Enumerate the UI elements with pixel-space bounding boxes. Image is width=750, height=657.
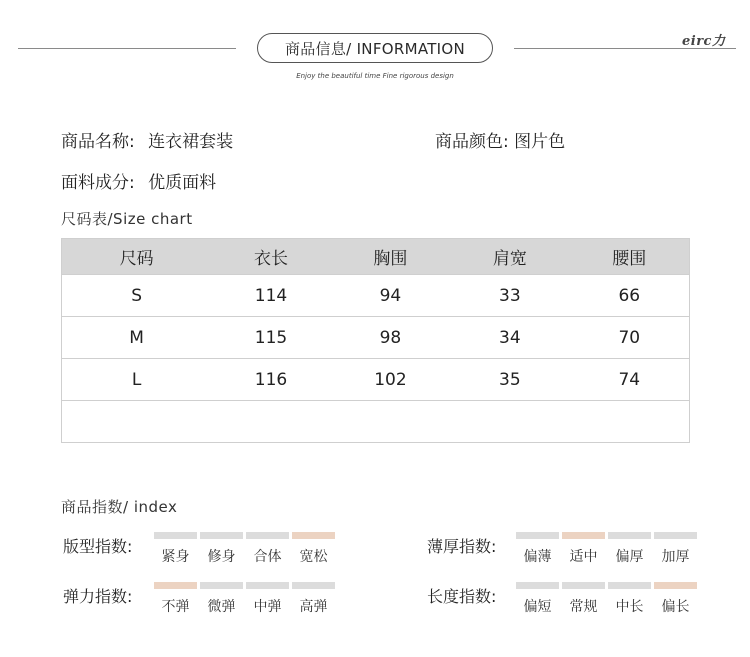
header-divider-left: [18, 48, 236, 49]
fit-index-option: [246, 532, 289, 566]
elasticity-index-option: [200, 582, 243, 616]
tagline: Enjoy the beautiful time Fine rigorous design: [296, 72, 454, 80]
table-cell: 102: [374, 369, 407, 390]
length-index-option: [516, 582, 559, 616]
length-index-option: [562, 582, 605, 616]
length-index-option: [654, 582, 697, 616]
thickness-index-label: 薄厚指数:: [427, 537, 497, 556]
thickness-index-option: [516, 532, 559, 566]
section-title: 商品信息/ INFORMATION: [284, 39, 466, 58]
table-row-empty: [62, 400, 689, 442]
elasticity-index-bar: [246, 582, 289, 589]
table-header-cell: 衣长: [253, 249, 288, 269]
table-header-cell: 腰围: [612, 249, 647, 269]
table-cell: 114: [254, 285, 288, 306]
fit-index-option: [292, 532, 335, 566]
elasticity-index-label: 弹力指数:: [63, 587, 133, 606]
table-cell: 94: [379, 285, 402, 306]
table-cell: M: [129, 327, 144, 348]
length-index-bar: [654, 582, 697, 589]
thickness-index-option: [562, 532, 605, 566]
table-row: [62, 316, 689, 358]
thickness-index-option-label: 适中: [569, 549, 598, 565]
product-name-row: [61, 127, 233, 152]
product-color-row: [435, 127, 565, 152]
length-index-bar: [608, 582, 651, 589]
fabric-row: [61, 168, 216, 193]
fit-index-bar: [154, 532, 197, 539]
thickness-index-option: [654, 532, 697, 566]
elasticity-index-bar: [292, 582, 335, 589]
length-index-option-label: 常规: [569, 599, 598, 615]
length-index-option-label: 偏长: [661, 599, 690, 615]
product-name-value: 连衣裙套装: [148, 132, 234, 152]
size-chart-title: 尺码表/Size chart: [61, 210, 193, 228]
elasticity-index-option-label: 不弹: [161, 599, 190, 615]
product-name-label: 商品名称:: [61, 132, 135, 152]
length-index-option: [608, 582, 651, 616]
elasticity-index-option-label: 高弹: [299, 599, 328, 615]
length-index-option-label: 偏短: [523, 599, 552, 615]
table-cell: 115: [254, 327, 288, 348]
table-cell: S: [131, 285, 143, 306]
elasticity-index-option-label: 微弹: [207, 599, 236, 615]
elasticity-index-option-label: 中弹: [253, 599, 282, 615]
fit-index-option-label: 紧身: [161, 549, 190, 565]
elasticity-index-bar: [200, 582, 243, 589]
length-index-bar: [516, 582, 559, 589]
table-cell: 98: [379, 327, 402, 348]
table-cell: 35: [499, 369, 521, 390]
section-title-pill: [257, 33, 493, 63]
fabric-value: 优质面料: [148, 173, 217, 193]
table-cell: 70: [618, 327, 641, 348]
fit-index-option: [154, 532, 197, 566]
brand-logo: eirc力: [682, 34, 726, 49]
fit-index-bar: [200, 532, 243, 539]
thickness-index-option-label: 加厚: [661, 549, 690, 565]
fit-index-bar: [292, 532, 335, 539]
size-table: [61, 238, 690, 443]
table-cell: 34: [499, 327, 521, 348]
length-index-label: 长度指数:: [427, 587, 497, 606]
thickness-index-bar: [562, 532, 605, 539]
table-cell: L: [131, 369, 142, 390]
elasticity-index-bar: [154, 582, 197, 589]
fit-index-option-label: 宽松: [299, 549, 328, 565]
elasticity-index-option: [246, 582, 289, 616]
fit-index-option-label: 修身: [207, 549, 236, 565]
table-row: [62, 358, 689, 400]
table-cell: 116: [254, 369, 288, 390]
thickness-index-bar: [516, 532, 559, 539]
table-cell: 66: [618, 285, 641, 306]
fit-index-label: 版型指数:: [63, 537, 133, 556]
index-title: 商品指数/ index: [61, 498, 178, 516]
thickness-index-bar: [608, 532, 651, 539]
length-index-bar: [562, 582, 605, 589]
table-header-cell: 肩宽: [492, 249, 527, 269]
product-color-label: 商品颜色:: [435, 132, 509, 152]
fabric-label: 面料成分:: [61, 173, 135, 193]
fit-index-option: [200, 532, 243, 566]
table-header-cell: 尺码: [119, 249, 154, 269]
elasticity-index-option: [292, 582, 335, 616]
length-index-option-label: 中长: [615, 599, 644, 615]
elasticity-index-option: [154, 582, 197, 616]
table-header-cell: 胸围: [373, 249, 408, 269]
table-cell: 74: [618, 369, 641, 390]
table-header-row: [62, 239, 689, 274]
table-row: [62, 274, 689, 316]
thickness-index-bar: [654, 532, 697, 539]
fit-index-bar: [246, 532, 289, 539]
thickness-index-option-label: 偏薄: [523, 549, 552, 565]
fit-index-option-label: 合体: [253, 549, 282, 565]
thickness-index-option: [608, 532, 651, 566]
product-color-value: 图片色: [514, 132, 566, 152]
table-cell: 33: [499, 285, 521, 306]
thickness-index-option-label: 偏厚: [615, 549, 644, 565]
